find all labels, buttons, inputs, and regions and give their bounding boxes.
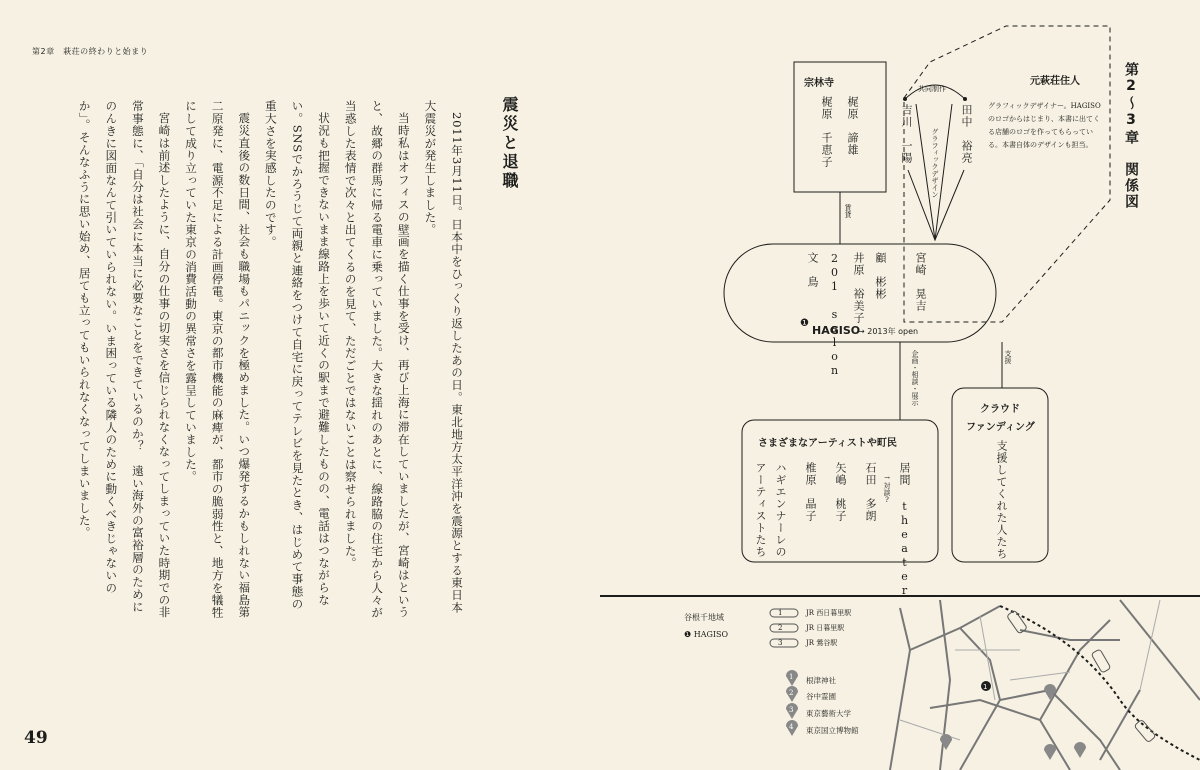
shien-label: 支援 xyxy=(1004,350,1012,364)
body-text xyxy=(60,100,470,620)
hagiso-marker: ❶ xyxy=(800,318,809,329)
chapter-header: 第2章 萩荘の終わりと始まり xyxy=(32,47,149,56)
hagiso-member: 顧 彬彬 xyxy=(874,252,887,300)
poi-label: 東京藝術大学 xyxy=(806,709,851,718)
hagiso-member: 井原 裕美子 xyxy=(852,252,865,324)
former-residents-heading: 元萩荘住人 xyxy=(1030,76,1080,87)
artist-name: 椎原 晶子 xyxy=(804,462,817,522)
hagiso-open-note: → 2013年 open xyxy=(858,327,919,336)
paragraph: 状況も把握できないまま線路上を歩いて近くの駅まで避難したものの、電話はつながらない。SNSでかろうじて両親と連絡をつけて自宅に戻ってテレビを見たとき、はじめて事態の重大さを実感したのです。 xyxy=(263,100,332,610)
map-title: 谷根千地域 xyxy=(684,613,724,622)
map-roads xyxy=(890,600,1200,770)
page-number: 49 xyxy=(24,728,48,748)
station-marker: 2 xyxy=(778,624,783,632)
paragraph: 2011年3月11日。日本中をひっくり返したあの日。東北地方太平洋沖を震源とする東日本大震災が発生しました。 xyxy=(423,100,464,614)
station-marker: 1 xyxy=(778,609,783,617)
artists-heading: さまざまなアーティストや町民 xyxy=(758,438,897,449)
yoshikawa-name: 吉川 一陽 xyxy=(900,104,913,164)
kyodo-label: 共同制作 xyxy=(918,85,946,93)
paragraph: 震災直後の数日間、社会も職場もパニックを極めました。いつ爆発するかもしれない福島第二原発に、電源不足による計画停電。東京の都市機能の麻痺が、都市の脆弱性と、地方を犠牲にして成り立っていた東京の消費活動の異常さを露呈していました。 xyxy=(184,100,252,619)
station-legend: JR 鶯谷駅 xyxy=(806,639,838,647)
shuurinji-name-2: 梶原 千恵子 xyxy=(820,96,833,168)
poi-label: 谷中霊園 xyxy=(806,692,836,701)
station-legend: JR 日暮里駅 xyxy=(806,624,845,632)
tanaka-name: 田中 裕亮 xyxy=(960,104,973,164)
former-residents-description: グラフィックデザイナー。HAGISOのロゴからはじまり、本書に出てくる店舗のロゴを作ってもらっている。本書自体のデザインも担当。 xyxy=(988,102,1101,149)
paragraph: 宮崎は前述したように、自分の仕事の切実さを信じられなくなってしまっていた時期での非常事態に、「自分は社会に本当に必要なことをできているのか？ 遠い海外の富裕層のためにのんきに図面なんて引いていられない。いま困っている隣人のために動くべきじゃないのか」。そんなふうに思い始め、居ても立ってもいられなくなってしまいました。 xyxy=(77,100,172,618)
crowdfunding-heading-1: クラウド xyxy=(980,404,1020,415)
poi-label: 東京国立博物館 xyxy=(806,726,859,735)
artist-note: →対談? xyxy=(883,474,891,504)
artist-name: 居間 theater xyxy=(898,462,911,598)
kikaku-label: 企画・相談・展示 xyxy=(911,350,919,406)
diagram-title: 第2〜3章 関係図 xyxy=(1123,62,1139,210)
hagiso-label: HAGISO xyxy=(812,324,861,337)
poi-marker: 1 xyxy=(789,673,794,681)
station-marker: 3 xyxy=(778,639,783,647)
artist-name: ハギエンナーレの xyxy=(774,462,787,558)
artist-name: 矢嶋 桃子 xyxy=(834,462,847,522)
station-legend: JR 西日暮里駅 xyxy=(806,609,852,617)
svg-text:1: 1 xyxy=(983,683,988,691)
crowdfunding-heading-2: ファンディング xyxy=(966,422,1035,433)
chintai-label: 賃貸 xyxy=(844,204,852,218)
artist-name: 石田 多朗 xyxy=(864,462,877,522)
hagiso-member: 文 鳥 xyxy=(806,252,819,288)
poi-marker: 2 xyxy=(789,689,794,697)
artist-name: アーティストたち xyxy=(754,462,767,558)
section-title: 震災と退職 xyxy=(500,96,519,191)
hagiso-member: 宮崎 晃吉 xyxy=(914,252,927,312)
graphic-label: グラフィックデザイン xyxy=(931,128,939,198)
poi-marker: 3 xyxy=(789,706,794,714)
paragraph: 当時私はオフィスの壁画を描く仕事を受け、再び上海に滞在していましたが、宮崎はというと、故郷の群馬に帰る電車に乗っていました。大きな揺れのあとに、線路脇の住宅から人々が当惑した表情で次々と出てくるのを見て、ただごとではないことは察せられました。 xyxy=(343,100,411,619)
shuurinji-heading: 宗林寺 xyxy=(804,78,834,89)
poi-marker: 4 xyxy=(789,723,794,731)
hagiso-member: 201 salon xyxy=(828,252,841,378)
shuurinji-name-1: 梶原 諦雄 xyxy=(846,96,859,156)
crowdfunding-supporters: 支援してくれた人たち xyxy=(995,440,1008,560)
poi-label: 根津神社 xyxy=(806,676,836,685)
map-hagiso-legend: ❶ HAGISO xyxy=(684,630,729,639)
